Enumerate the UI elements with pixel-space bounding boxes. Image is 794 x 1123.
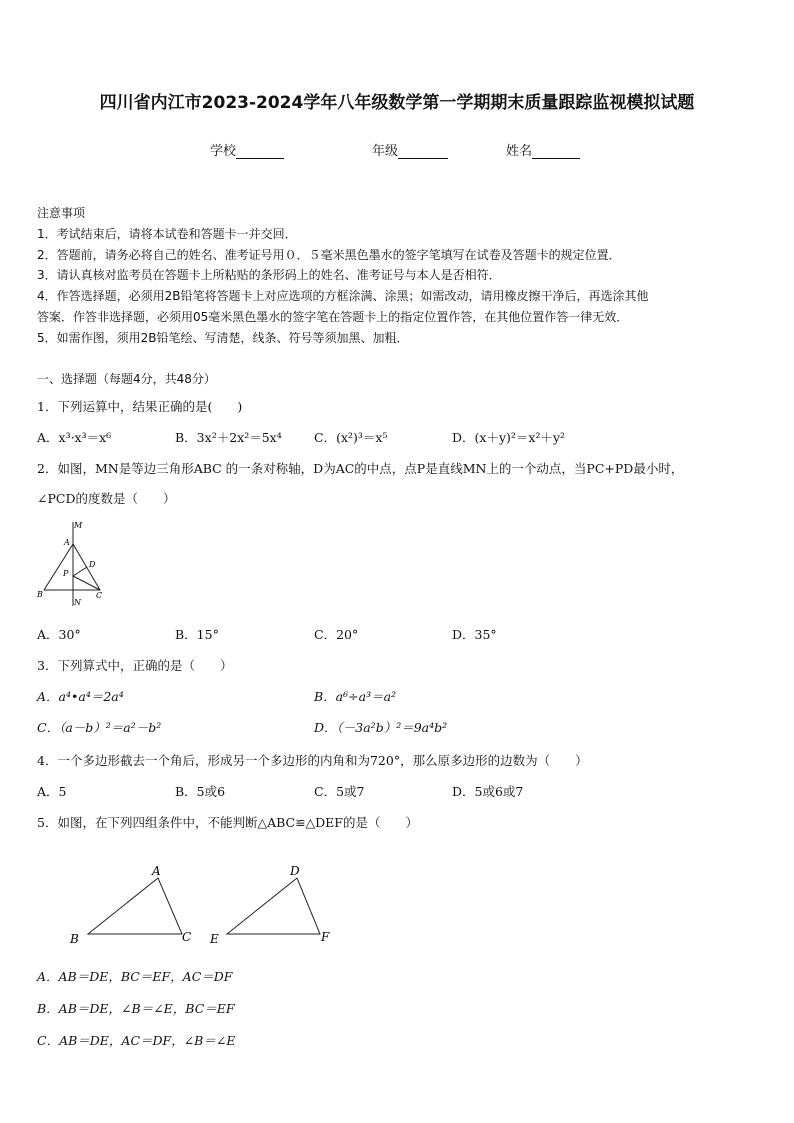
name-label: 姓名	[506, 144, 533, 159]
label-e: E	[210, 932, 219, 946]
q3-option-b: B．a⁶÷a³＝a²	[314, 689, 397, 704]
school-blank	[236, 145, 284, 159]
question-4-stem: 4．一个多边形截去一个角后，形成另一个多边形的内角和为720°，那么原多边形的边数为（ ）	[37, 753, 588, 768]
q2-option-b: B．15°	[175, 627, 219, 642]
segment-pd	[73, 567, 87, 576]
question-2-stem-line2: ∠PCD的度数是（ ）	[37, 491, 176, 506]
school-field	[210, 140, 284, 159]
school-label: 学校	[210, 144, 237, 159]
q1-option-c: C．(x²)³＝x⁵	[314, 430, 388, 445]
grade-blank	[398, 145, 448, 159]
label-f: F	[321, 930, 330, 944]
name-field	[506, 140, 580, 159]
label-c: C	[182, 930, 192, 944]
q4-option-c: C．5或7	[314, 784, 365, 799]
label-b: B	[70, 932, 79, 946]
q4-option-a: A．5	[37, 784, 67, 799]
label-a: A	[152, 864, 161, 878]
q2-option-c: C．20°	[314, 627, 359, 642]
q3-option-c: C．（a－b）²＝a²－b²	[37, 720, 162, 735]
label-d: D	[89, 560, 96, 569]
triangle-def	[227, 878, 320, 934]
grade-label: 年级	[372, 144, 399, 159]
note-item: 1．考试结束后，请将本试卷和答题卡一并交回．	[37, 227, 297, 241]
q5-triangles-figure	[60, 858, 350, 950]
note-item: 答案．作答非选择题，必须用05毫米黑色墨水的签字笔在答题卡上的指定位置作答，在其他位置作答一律无效．	[37, 310, 629, 324]
q4-option-b: B．5或6	[175, 784, 226, 799]
question-5-stem: 5．如图，在下列四组条件中，不能判断△ABC≌△DEF的是（ ）	[37, 815, 418, 830]
q2-triangle-figure	[32, 518, 112, 610]
note-item: 2．答题前，请务必将自己的姓名、准考证号用０．５毫米黑色墨水的签字笔填写在试卷及答题卡的规定位置．	[37, 248, 621, 262]
q3-option-d: D．（－3a²b）²＝9a⁴b²	[314, 720, 448, 735]
section-heading: 一、选择题（每题4分，共48分）	[37, 372, 216, 386]
label-c: C	[96, 591, 103, 600]
note-item: 5．如需作图，须用2B铅笔绘、写清楚，线条、符号等须加黑、加粗．	[37, 331, 409, 345]
question-1-stem: 1．下列运算中，结果正确的是( )	[37, 399, 243, 414]
grade-field	[372, 140, 448, 159]
question-3-stem: 3．下列算式中，正确的是（ ）	[37, 658, 233, 673]
q1-option-b: B．3x²＋2x²＝5x⁴	[175, 430, 282, 445]
q3-option-a: A．a⁴•a⁴＝2a⁴	[37, 689, 124, 704]
label-d: D	[290, 864, 300, 878]
q5-option-c: C．AB＝DE，AC＝DF，∠B＝∠E	[37, 1033, 236, 1048]
label-b: B	[37, 590, 43, 599]
q5-option-a: A．AB＝DE，BC＝EF，AC＝DF	[37, 969, 233, 984]
q2-option-d: D．35°	[452, 627, 497, 642]
question-2-stem-line1: 2．如图，MN是等边三角形ABC 的一条对称轴，D为AC的中点，点P是直线MN上的一个动点，当PC+PD最小时，	[37, 461, 684, 476]
q4-option-d: D．5或6或7	[452, 784, 524, 799]
exam-title: 四川省内江市2023-2024学年八年级数学第一学期期末质量跟踪监视模拟试题	[99, 93, 695, 113]
q1-option-a: A．x³·x³＝x⁶	[37, 430, 112, 445]
note-item: 4．作答选择题，必须用2B铅笔将答题卡上对应选项的方框涂满、涂黑；如需改动，请用橡皮擦干净后，再选涂其他	[37, 289, 649, 303]
q5-option-b: B．AB＝DE，∠B＝∠E，BC＝EF	[37, 1001, 235, 1016]
q1-option-d: D．(x＋y)²＝x²＋y²	[452, 430, 566, 445]
label-p: P	[63, 569, 69, 578]
label-n: N	[74, 598, 81, 607]
label-a: A	[64, 538, 70, 547]
notes-heading: 注意事项	[37, 206, 86, 220]
name-blank	[532, 145, 580, 159]
label-m: M	[74, 521, 83, 530]
q2-option-a: A．30°	[37, 627, 81, 642]
triangle-abc	[88, 878, 182, 934]
note-item: 3．请认真核对监考员在答题卡上所粘贴的条形码上的姓名、准考证号与本人是否相符．	[37, 268, 501, 282]
